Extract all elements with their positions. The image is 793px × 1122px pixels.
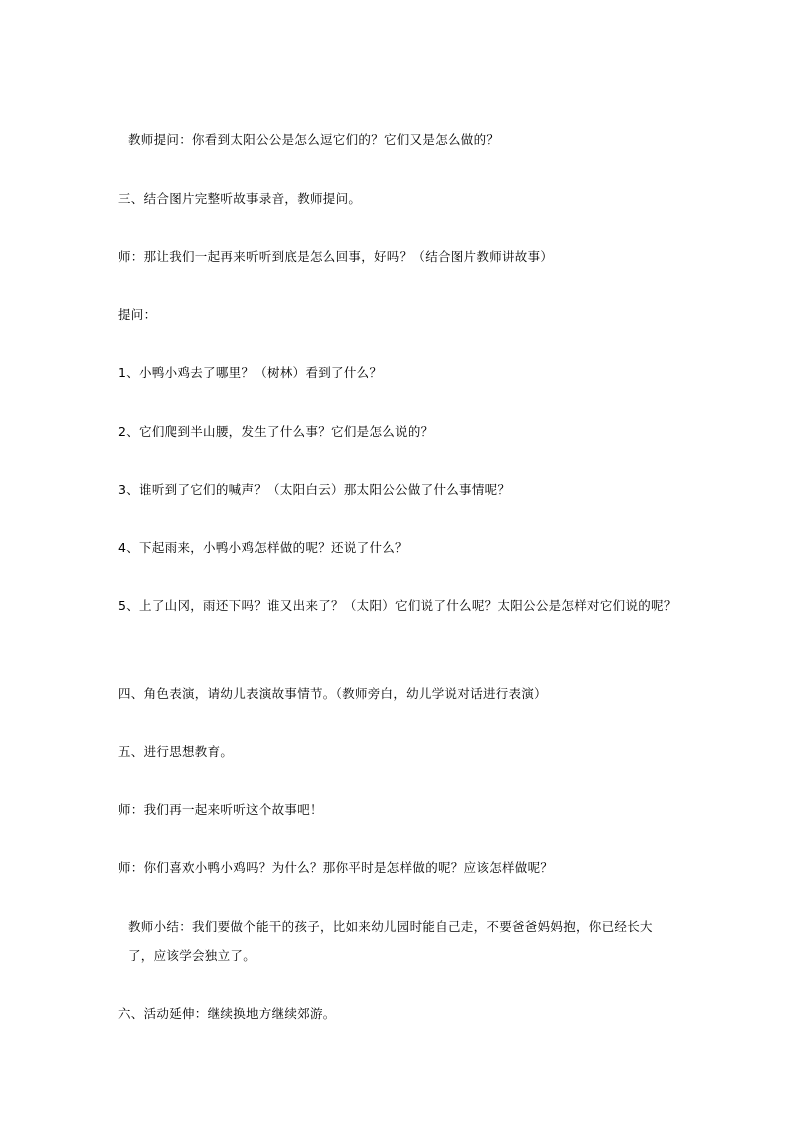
section-six-heading: 六、活动延伸：继续换地方继续郊游。: [118, 1006, 336, 1021]
paragraph-teacher-story: 师：那让我们一起再来听听到底是怎么回事，好吗？（结合图片教师讲故事）: [118, 249, 554, 264]
paragraph-teacher-summary: 教师小结：我们要做个能干的孩子，比如来幼儿园时能自己走，不要爸爸妈妈抱，你已经长大了，应该学会独立了。: [128, 919, 653, 963]
question-item-5: 5、上了山冈，雨还下吗？谁又出来了？（太阳）它们说了什么呢？太阳公公是怎样对它们说的呢？: [118, 598, 677, 613]
question-item-2: 2、它们爬到半山腰，发生了什么事？它们是怎么说的？: [118, 424, 434, 439]
paragraph-teacher-retell: 师：我们再一起来听听这个故事吧！: [118, 802, 323, 817]
question-item-1: 1、小鸭小鸡去了哪里？（树林）看到了什么？: [118, 365, 383, 380]
question-item-4: 4、下起雨来，小鸭小鸡怎样做的呢？还说了什么？: [118, 540, 408, 555]
section-three-heading: 三、结合图片完整听故事录音，教师提问。: [118, 191, 362, 206]
paragraph-teacher-ask: 师：你们喜欢小鸭小鸡吗？为什么？那你平时是怎样做的呢？应该怎样做呢？: [118, 860, 554, 875]
question-item-3: 3、谁听到了它们的喊声？（太阳白云）那太阳公公做了什么事情呢？: [118, 482, 511, 497]
paragraph-teacher-question: 教师提问：你看到太阳公公是怎么逗它们的？它们又是怎么做的？: [128, 132, 500, 147]
section-five-heading: 五、进行思想教育。: [118, 744, 234, 759]
paragraph-questions-label: 提问：: [118, 307, 157, 322]
section-four-heading: 四、角色表演，请幼儿表演故事情节。（教师旁白，幼儿学说对话进行表演）: [118, 686, 547, 701]
